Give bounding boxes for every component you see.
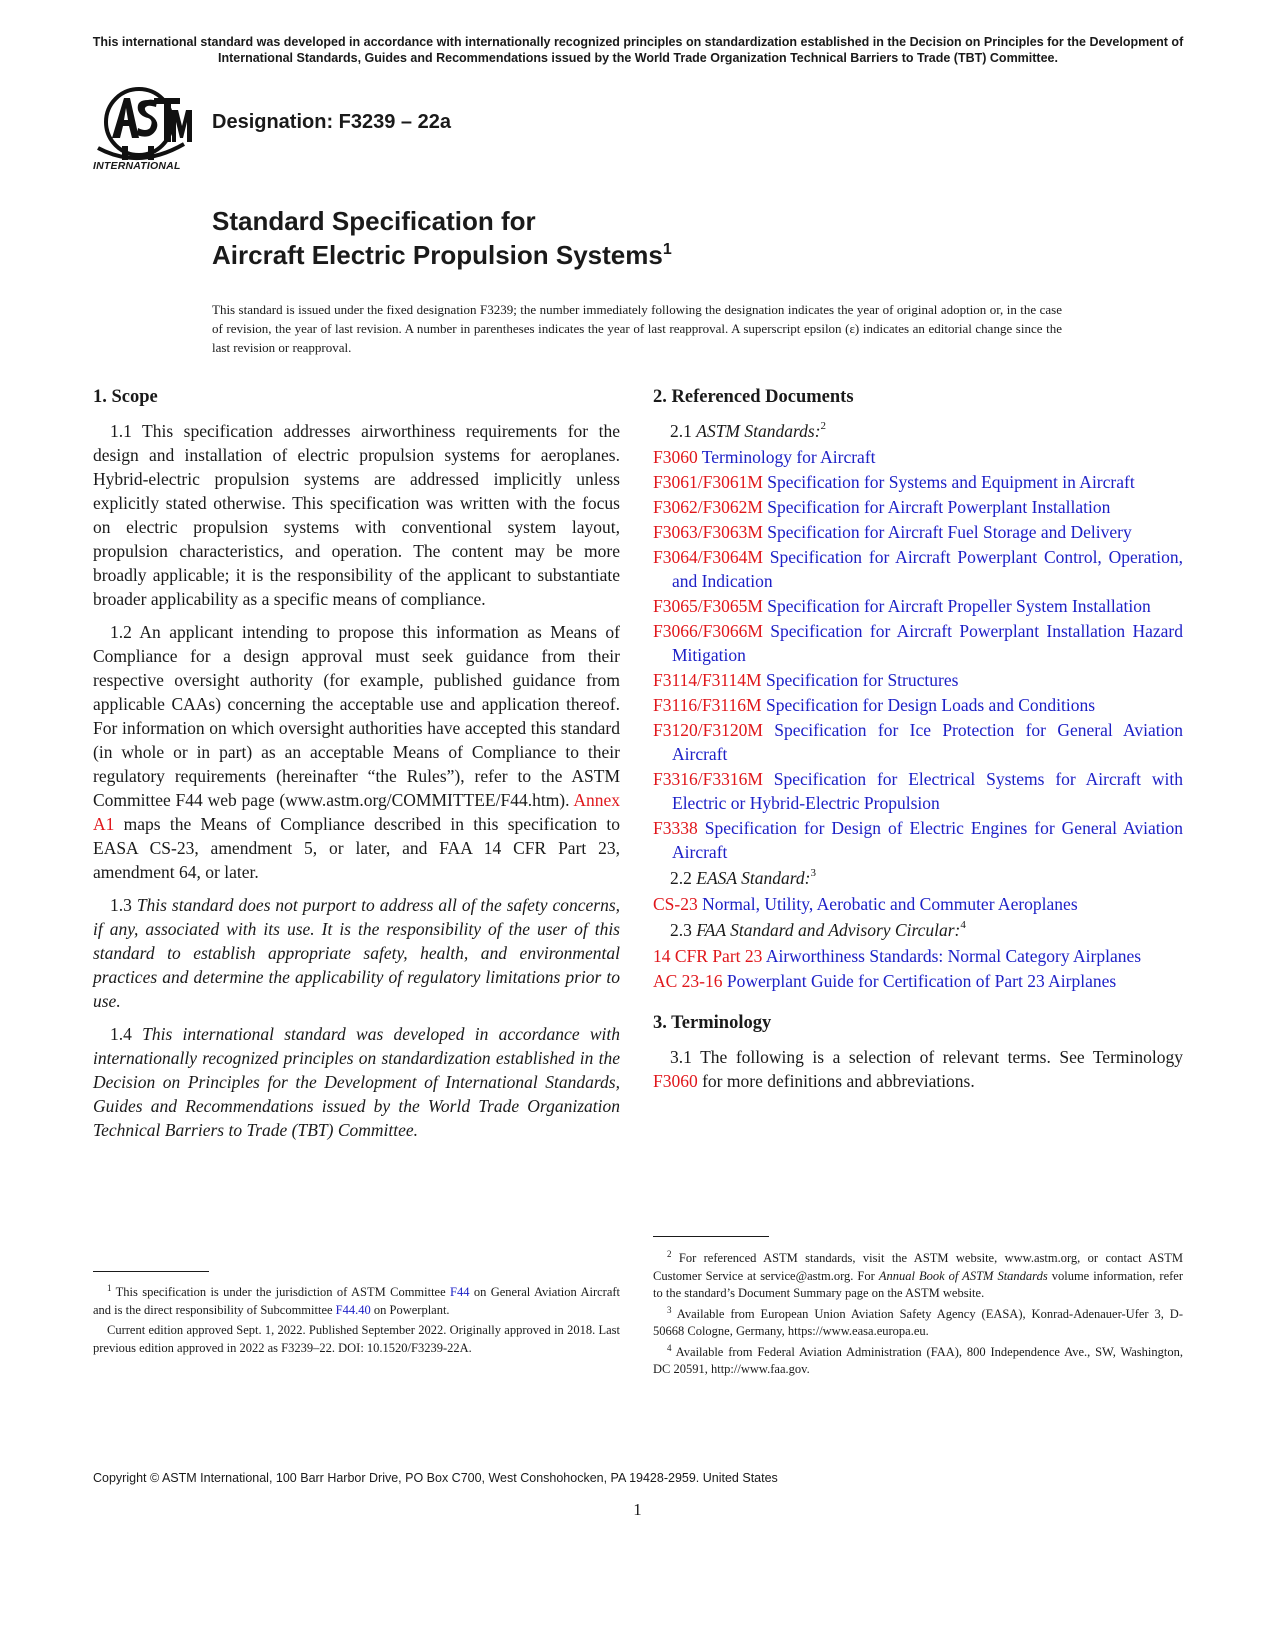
reference-code-link[interactable]: F3116/F3116M [653,695,762,715]
footnotes-right [653,1250,1183,1382]
title-line-2 [212,238,672,272]
paragraph-1-4-num: 1.4 [110,1024,132,1044]
footnote-3 [653,1306,1183,1341]
footnote-2-text-2: volume information, refer to the standard’s Document Summary page on the ASTM website. [653,1268,1184,1300]
astm-standards-fn: 2 [820,420,827,432]
reference-code-link[interactable]: F3114/F3114M [653,670,762,690]
paragraph-1-4 [93,1022,620,1142]
astm-standards-label [653,419,1183,443]
f44-40-link[interactable]: F44.40 [335,1302,371,1317]
reference-item[interactable] [653,944,1183,968]
right-column [653,385,1183,1102]
reference-title-link[interactable]: Powerplant Guide for Certification of Part 23 Airplanes [726,971,1117,991]
reference-title-link[interactable]: Specification for Design Loads and Conditions [765,695,1096,715]
reference-item[interactable] [653,495,1183,519]
footnote-1-mark: 1 [107,1283,112,1293]
reference-item[interactable] [653,594,1183,618]
reference-code-link[interactable]: F3063/F3063M [653,522,763,542]
footnote-3-text: Available from European Union Aviation Safety Agency (EASA), Konrad-Adenauer-Ufer 3, D-50668 Cologne, Germany, https://www.easa.europa.eu. [653,1306,1183,1338]
reference-item[interactable] [653,619,1183,667]
reference-item[interactable] [653,816,1183,864]
copyright: Copyright © ASTM International, 100 Barr Harbor Drive, PO Box C700, West Conshohocken, PA 19428-2959. United States [93,1471,778,1485]
footnote-2-text: For referenced ASTM standards, visit the ASTM website, www.astm.org, or contact ASTM Customer Service at service@astm.org. For [653,1251,1183,1283]
reference-title-link[interactable]: Specification for Aircraft Powerplant Installation [767,497,1111,517]
reference-code-link[interactable]: F3066/F3066M [653,621,763,641]
easa-ref-list [653,892,1183,916]
edition-note: Current edition approved Sept. 1, 2022. Published September 2022. Originally approved in 2018. Last previous edition approved in 2022 as F3239–22. DOI: 10.1520/F3239-22A. [93,1323,620,1355]
paragraph-1-3 [93,893,620,1013]
reference-title-link[interactable]: Specification for Ice Protection for General Aviation Aircraft [672,720,1184,764]
footnote-2 [653,1250,1183,1303]
reference-code-link[interactable]: AC 23-16 [653,971,723,991]
footnote-divider-left [93,1271,209,1272]
reference-title-link[interactable]: Specification for Electrical Systems for Aircraft with Electric or Hybrid-Electric Propulsion [672,769,1184,813]
reference-item[interactable] [653,718,1183,766]
footnote-4-text: Available from Federal Aviation Administration (FAA), 800 Independence Ave., SW, Washington, DC 20591, http://www.faa.gov. [653,1344,1183,1376]
reference-title-link[interactable]: Normal, Utility, Aerobatic and Commuter Aeroplanes [702,894,1078,914]
faa-ref-list [653,944,1183,993]
footnote-2-mark: 2 [667,1249,672,1259]
faa-standard-fn: 4 [960,919,966,931]
section-heading-scope: 1. Scope [93,387,158,407]
astm-standards-num: 2.1 [670,421,692,441]
reference-title-link[interactable]: Specification for Systems and Equipment in Aircraft [767,472,1135,492]
reference-item[interactable] [653,767,1183,815]
reference-code-link[interactable]: F3065/F3065M [653,596,763,616]
reference-title-link[interactable]: Specification for Design of Electric Engines for General Aviation Aircraft [672,818,1184,862]
footnote-divider-right [653,1236,769,1237]
reference-title-link[interactable]: Specification for Aircraft Fuel Storage and Delivery [767,522,1132,542]
section-heading-referenced: 2. Referenced Documents [653,387,854,407]
paragraph-3-1 [653,1045,1183,1093]
paragraph-3-1-text: 3.1 The following is a selection of relevant terms. See Terminology [670,1047,1183,1067]
easa-standard-num: 2.2 [670,868,692,888]
reference-title-link[interactable]: Specification for Aircraft Propeller System Installation [767,596,1151,616]
paragraph-1-2-text-end: maps the Means of Compliance described in this specification to EASA CS-23, amendment 5, or later, and FAA 14 CFR Part 23, amendment 64, or later. [93,814,620,882]
footnote-3-mark: 3 [667,1304,672,1315]
footnote-1 [93,1284,620,1319]
page-number: 1 [633,1500,642,1519]
annex-a1-link[interactable]: Annex A1 [93,790,620,834]
reference-title-link[interactable]: Specification for Aircraft Powerplant Control, Operation, and Indication [672,547,1183,591]
reference-code-link[interactable]: F3060 [653,447,698,467]
easa-standard-label [653,866,1183,890]
f3060-link[interactable]: F3060 [653,1071,698,1091]
reference-code-link[interactable]: F3316/F3316M [653,769,763,789]
reference-code-link[interactable]: F3338 [653,818,698,838]
easa-standard-fn: 3 [810,867,816,879]
reference-item[interactable] [653,445,1183,469]
reference-item[interactable] [653,693,1183,717]
faa-standard-num: 2.3 [670,920,692,940]
f44-link[interactable]: F44 [450,1285,470,1299]
title-footnote-mark: 1 [662,241,672,258]
section-heading-terminology: 3. Terminology [653,1013,772,1033]
reference-item[interactable] [653,520,1183,544]
faa-standard-label [653,918,1183,942]
left-column [93,385,620,1151]
paragraph-1-2-text: 1.2 An applicant intending to propose this information as Means of Compliance for a design approval must seek guidance from their respective oversight authority (for example, published guidance from applicable CAAs) concerning the acceptable use and application thereof. For information on which oversight authorities have accepted this standard (in whole or in part) as an acceptable Means of Compliance to their regulatory requirements (hereinafter “the Rules”), refer to the ASTM Committee F44 web page (www.astm.org/COMMITTEE/F44.htm). [93,622,620,810]
reference-title-link[interactable]: Airworthiness Standards: Normal Category Airplanes [765,946,1142,966]
footnote-1-text: This specification is under the jurisdiction of ASTM Committee [115,1285,446,1299]
top-notice: This international standard was developed in accordance with internationally recognized principles on standardization established in the Decision on Principles for the Development of International Standards, Guides and Recommendations issued by the World Trade Organization Technical Barriers to Trade (TBT) Committee. [92,35,1184,65]
paragraph-1-3-num: 1.3 [110,895,132,915]
reference-code-link[interactable]: F3064/F3064M [653,547,763,567]
logo-text: INTERNATIONAL [93,160,181,172]
designation: Designation: F3239 – 22a [212,111,451,133]
astm-ref-list [653,445,1183,864]
title-line-2-text: Aircraft Electric Propulsion Systems [212,240,663,270]
title-line-1: Standard Specification for [212,206,536,236]
reference-title-link[interactable]: Terminology for Aircraft [701,447,876,467]
reference-code-link[interactable]: CS-23 [653,894,698,914]
reference-item[interactable] [653,668,1183,692]
reference-title-link[interactable]: Specification for Structures [765,670,959,690]
reference-title-link[interactable]: Specification for Aircraft Powerplant Installation Hazard Mitigation [672,621,1184,665]
astm-logo-icon [92,86,198,164]
faa-standard-text: FAA Standard and Advisory Circular: [696,920,961,940]
reference-item[interactable] [653,969,1183,993]
reference-item[interactable] [653,545,1183,593]
issuance-note: This standard is issued under the fixed designation F3239; the number immediately following the designation indicates the year of original adoption or, in the case of revision, the year of last revision. A number in parentheses indicates the year of last reapproval. A superscript epsilon (ε) indicates an editorial change since the last revision or reapproval. [212,302,1062,355]
reference-code-link[interactable]: F3062/F3062M [653,497,763,517]
reference-code-link[interactable]: F3061/F3061M [653,472,763,492]
footnote-1-text-2: on General Aviation Aircraft and is the direct responsibility of Subcommittee [93,1285,621,1317]
reference-item[interactable] [653,892,1183,916]
footnote-2-book: Annual Book of ASTM Standards [878,1268,1048,1283]
paragraph-1-1: 1.1 This specification addresses airworthiness requirements for the design and installation of electric propulsion systems for aeroplanes. Hybrid-electric propulsion systems are addressed implicitly unless explicitly stated otherwise. This specification was written with the focus on electric propulsion systems with conventional system layout, propulsion characteristics, and operation. The content may be more broadly applicable; it is the responsibility of the applicant to substantiate broader applicability as a specific means of compliance. [93,421,620,609]
footnote-1-text-3: on Powerplant. [373,1302,450,1317]
paragraph-1-4-text: This international standard was developed in accordance with internationally recognized principles on standardization established in the Decision on Principles for the Development of International Standards, Guides and Recommendations issued by the World Trade Organization Technical Barriers to Trade (TBT) Committee. [93,1024,621,1140]
footnote-4 [653,1344,1183,1379]
reference-code-link[interactable]: F3120/F3120M [653,720,763,740]
reference-code-link[interactable]: 14 CFR Part 23 [653,946,763,966]
paragraph-1-3-text: This standard does not purport to address all of the safety concerns, if any, associated with its use. It is the responsibility of the user of this standard to establish appropriate safety, health, and environmental practices and determine the applicability of regulatory limitations prior to use. [93,895,621,1011]
astm-standards-text: ASTM Standards: [696,421,821,441]
document-title [212,204,672,272]
easa-standard-text: EASA Standard: [696,868,811,888]
paragraph-3-1-text-end: for more definitions and abbreviations. [702,1071,975,1091]
reference-item[interactable] [653,470,1183,494]
footnotes-left [93,1284,620,1360]
footnote-4-mark: 4 [667,1342,672,1353]
paragraph-1-2 [93,620,620,884]
